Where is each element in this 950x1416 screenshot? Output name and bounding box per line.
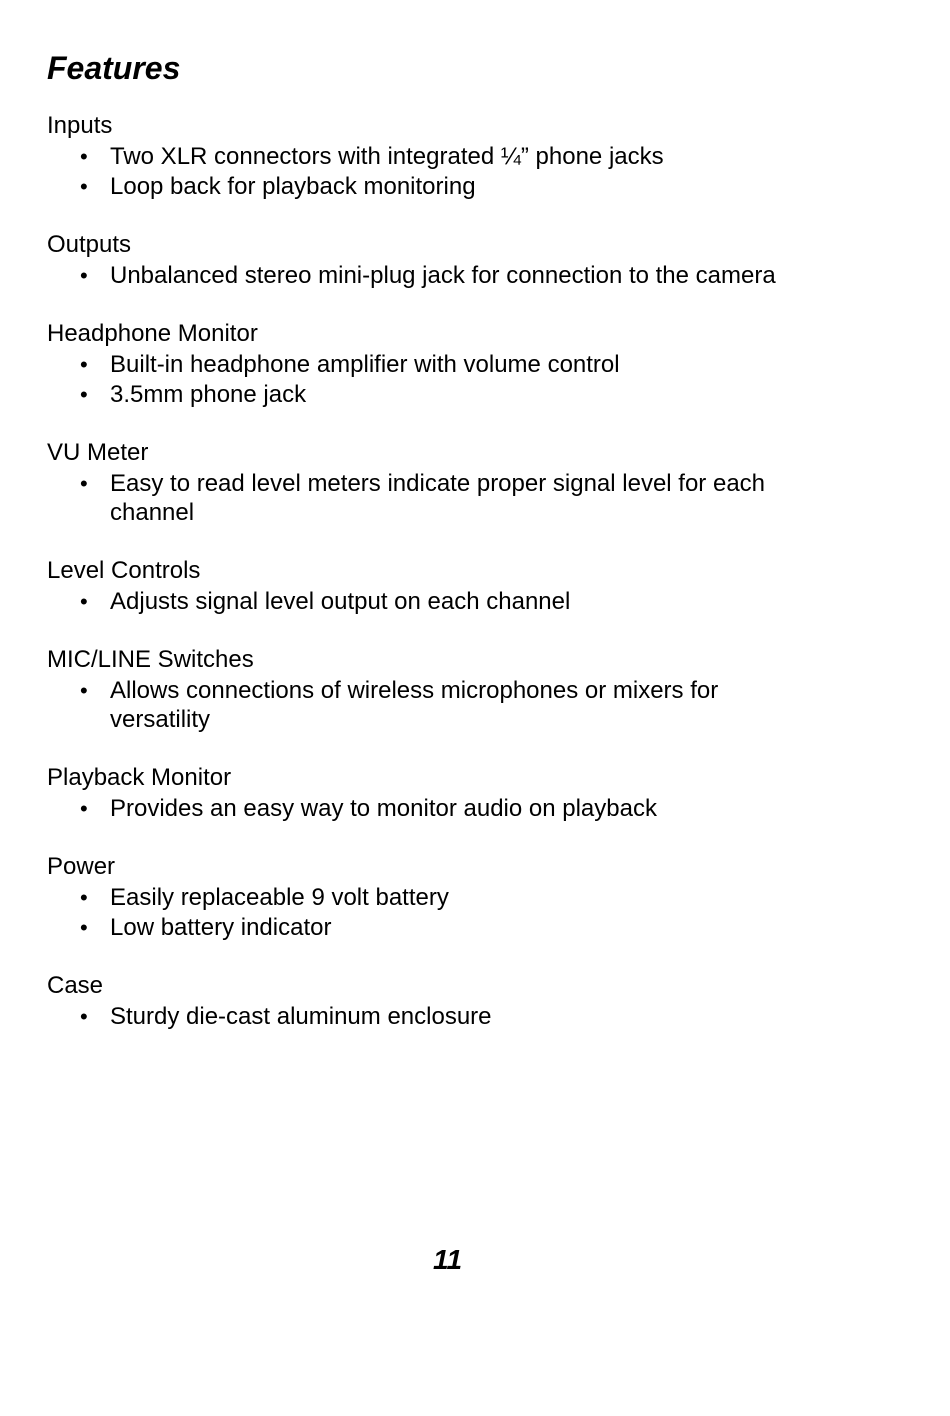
list-item-text: Low battery indicator bbox=[110, 914, 332, 941]
list-item-text: Sturdy die-cast aluminum enclosure bbox=[110, 1003, 492, 1030]
section-heading: Level Controls bbox=[47, 557, 201, 584]
section-heading: VU Meter bbox=[47, 439, 149, 466]
bullet-icon: • bbox=[80, 915, 88, 940]
bullet-list bbox=[47, 1002, 867, 1031]
section-heading: Power bbox=[47, 853, 116, 880]
list-item bbox=[47, 469, 800, 527]
section-inputs bbox=[47, 109, 867, 201]
page-number: 11 bbox=[432, 1244, 463, 1275]
bullet-list bbox=[47, 794, 867, 823]
bullet-list bbox=[47, 261, 867, 290]
list-item-text: Easily replaceable 9 volt battery bbox=[110, 884, 449, 911]
bullet-list bbox=[47, 469, 867, 527]
list-item-text: Easy to read level meters indicate proper signal level for each channel bbox=[110, 470, 766, 526]
list-item-text: Adjusts signal level output on each channel bbox=[110, 588, 571, 615]
section-heading: Outputs bbox=[47, 231, 132, 258]
list-item-text: Two XLR connectors with integrated ¼” phone jacks bbox=[110, 143, 664, 170]
section-heading: Playback Monitor bbox=[47, 764, 232, 791]
bullet-list bbox=[47, 676, 867, 734]
bullet-icon: • bbox=[80, 796, 88, 821]
list-item bbox=[47, 142, 800, 171]
bullet-list bbox=[47, 587, 867, 616]
list-item-text: Built-in headphone amplifier with volume control bbox=[110, 351, 620, 378]
bullet-icon: • bbox=[80, 678, 88, 703]
list-item bbox=[47, 913, 800, 942]
feature-sections bbox=[47, 109, 867, 1058]
bullet-icon: • bbox=[80, 174, 88, 199]
section-playback-monitor bbox=[47, 761, 867, 823]
section-heading: MIC/LINE Switches bbox=[47, 646, 254, 673]
section-heading: Headphone Monitor bbox=[47, 320, 258, 347]
list-item-text: 3.5mm phone jack bbox=[110, 381, 307, 408]
section-case bbox=[47, 969, 867, 1031]
bullet-list bbox=[47, 350, 867, 409]
bullet-icon: • bbox=[80, 263, 88, 288]
list-item-text: Provides an easy way to monitor audio on playback bbox=[110, 795, 657, 822]
bullet-icon: • bbox=[80, 885, 88, 910]
bullet-list bbox=[47, 142, 867, 201]
page-title: Features bbox=[47, 50, 181, 86]
list-item bbox=[47, 1002, 800, 1031]
section-vu-meter bbox=[47, 436, 867, 527]
bullet-icon: • bbox=[80, 589, 88, 614]
list-item bbox=[47, 676, 800, 734]
bullet-icon: • bbox=[80, 382, 88, 407]
list-item bbox=[47, 172, 800, 201]
bullet-icon: • bbox=[80, 1004, 88, 1029]
bullet-list bbox=[47, 883, 867, 942]
list-item bbox=[47, 883, 800, 912]
list-item-text: Unbalanced stereo mini-plug jack for connection to the camera bbox=[110, 262, 776, 289]
section-power bbox=[47, 850, 867, 942]
list-item bbox=[47, 350, 800, 379]
section-level-controls bbox=[47, 554, 867, 616]
bullet-icon: • bbox=[80, 144, 88, 169]
bullet-icon: • bbox=[80, 471, 88, 496]
list-item bbox=[47, 380, 800, 409]
list-item bbox=[47, 587, 800, 616]
section-headphone-monitor bbox=[47, 317, 867, 409]
list-item-text: Allows connections of wireless microphones or mixers for versatility bbox=[110, 677, 719, 733]
section-heading: Inputs bbox=[47, 112, 113, 139]
section-outputs bbox=[47, 228, 867, 290]
section-mic-line-switches bbox=[47, 643, 867, 734]
list-item-text: Loop back for playback monitoring bbox=[110, 173, 476, 200]
section-heading: Case bbox=[47, 972, 104, 999]
bullet-icon: • bbox=[80, 352, 88, 377]
list-item bbox=[47, 261, 800, 290]
list-item bbox=[47, 794, 800, 823]
